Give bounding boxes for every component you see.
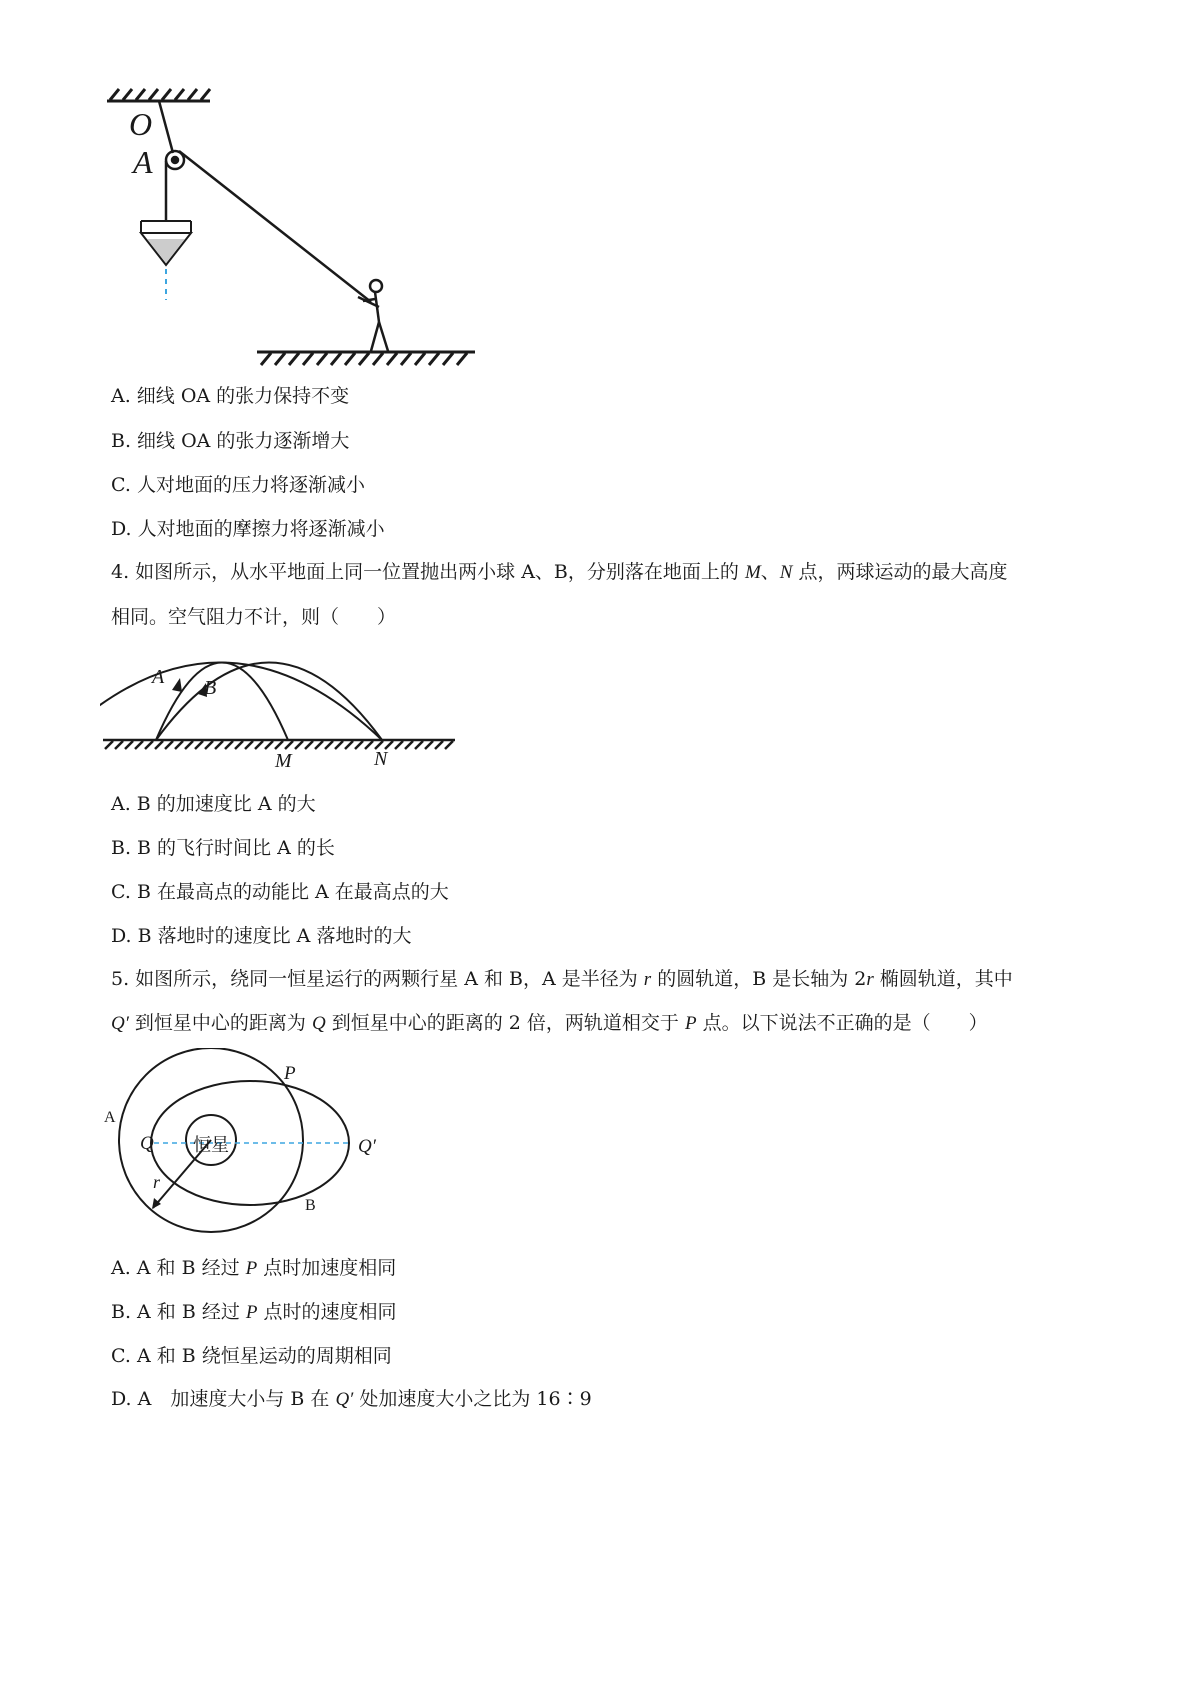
figure-orbits bbox=[100, 1048, 400, 1248]
q4-stem-line1: 4. 如图所示，从水平地面上同一位置抛出两小球 A、B，分别落在地面上的 M、N 点，两球运动的最大高度 bbox=[111, 561, 1008, 583]
q5-option-c: C. A 和 B 绕恒星运动的周期相同 bbox=[111, 1345, 392, 1367]
label-A: A bbox=[104, 1109, 116, 1126]
q4-option-c: C. B 在最高点的动能比 A 在最高点的大 bbox=[111, 881, 449, 903]
label-A: A bbox=[152, 666, 165, 688]
label-star: 恒星 bbox=[193, 1135, 229, 1156]
q5-option-a: A. A 和 B 经过 P 点时加速度相同 bbox=[111, 1257, 397, 1279]
label-B: B bbox=[204, 677, 217, 699]
label-Qprime: Q′ bbox=[358, 1136, 376, 1157]
q4-stem-line2: 相同。空气阻力不计，则（ ） bbox=[111, 606, 397, 628]
label-r: r bbox=[153, 1172, 161, 1192]
q3-option-b: B. 细线 OA 的张力逐渐增大 bbox=[111, 430, 350, 452]
q5-stem-line1: 5. 如图所示，绕同一恒星运行的两颗行星 A 和 B，A 是半径为 r 的圆轨道，B 是长轴为 2r 椭圆轨道，其中 bbox=[111, 968, 1013, 990]
label-B: B bbox=[305, 1197, 316, 1214]
q3-option-d: D. 人对地面的摩擦力将逐渐减小 bbox=[111, 518, 385, 540]
q5-stem-line2: Q′ 到恒星中心的距离为 Q 到恒星中心的距离的 2 倍，两轨道相交于 P 点。以下说法不正确的是（ ） bbox=[111, 1012, 988, 1034]
q4-option-b: B. B 的飞行时间比 A 的长 bbox=[111, 837, 335, 859]
label-M: M bbox=[275, 750, 292, 772]
q5-option-d: D. A 加速度大小与 B 在 Q′ 处加速度大小之比为 16∶9 bbox=[111, 1388, 592, 1410]
figure-pulley bbox=[95, 85, 485, 385]
label-A: A bbox=[133, 144, 153, 180]
label-Q: Q bbox=[140, 1133, 154, 1154]
q5-option-b: B. A 和 B 经过 P 点时的速度相同 bbox=[111, 1301, 397, 1323]
trajectory-a bbox=[156, 663, 288, 741]
label-O: O bbox=[129, 106, 153, 142]
label-N: N bbox=[374, 748, 388, 770]
trajectory-b bbox=[100, 663, 382, 741]
q4-option-a: A. B 的加速度比 A 的大 bbox=[111, 793, 316, 815]
figure-trajectories bbox=[100, 645, 460, 775]
q3-option-c: C. 人对地面的压力将逐渐减小 bbox=[111, 474, 365, 496]
person bbox=[358, 280, 388, 351]
water-fill bbox=[147, 239, 185, 263]
label-P: P bbox=[284, 1063, 296, 1084]
q4-option-d: D. B 落地时的速度比 A 落地时的大 bbox=[111, 925, 412, 947]
q3-option-a: A. 细线 OA 的张力保持不变 bbox=[111, 385, 350, 407]
